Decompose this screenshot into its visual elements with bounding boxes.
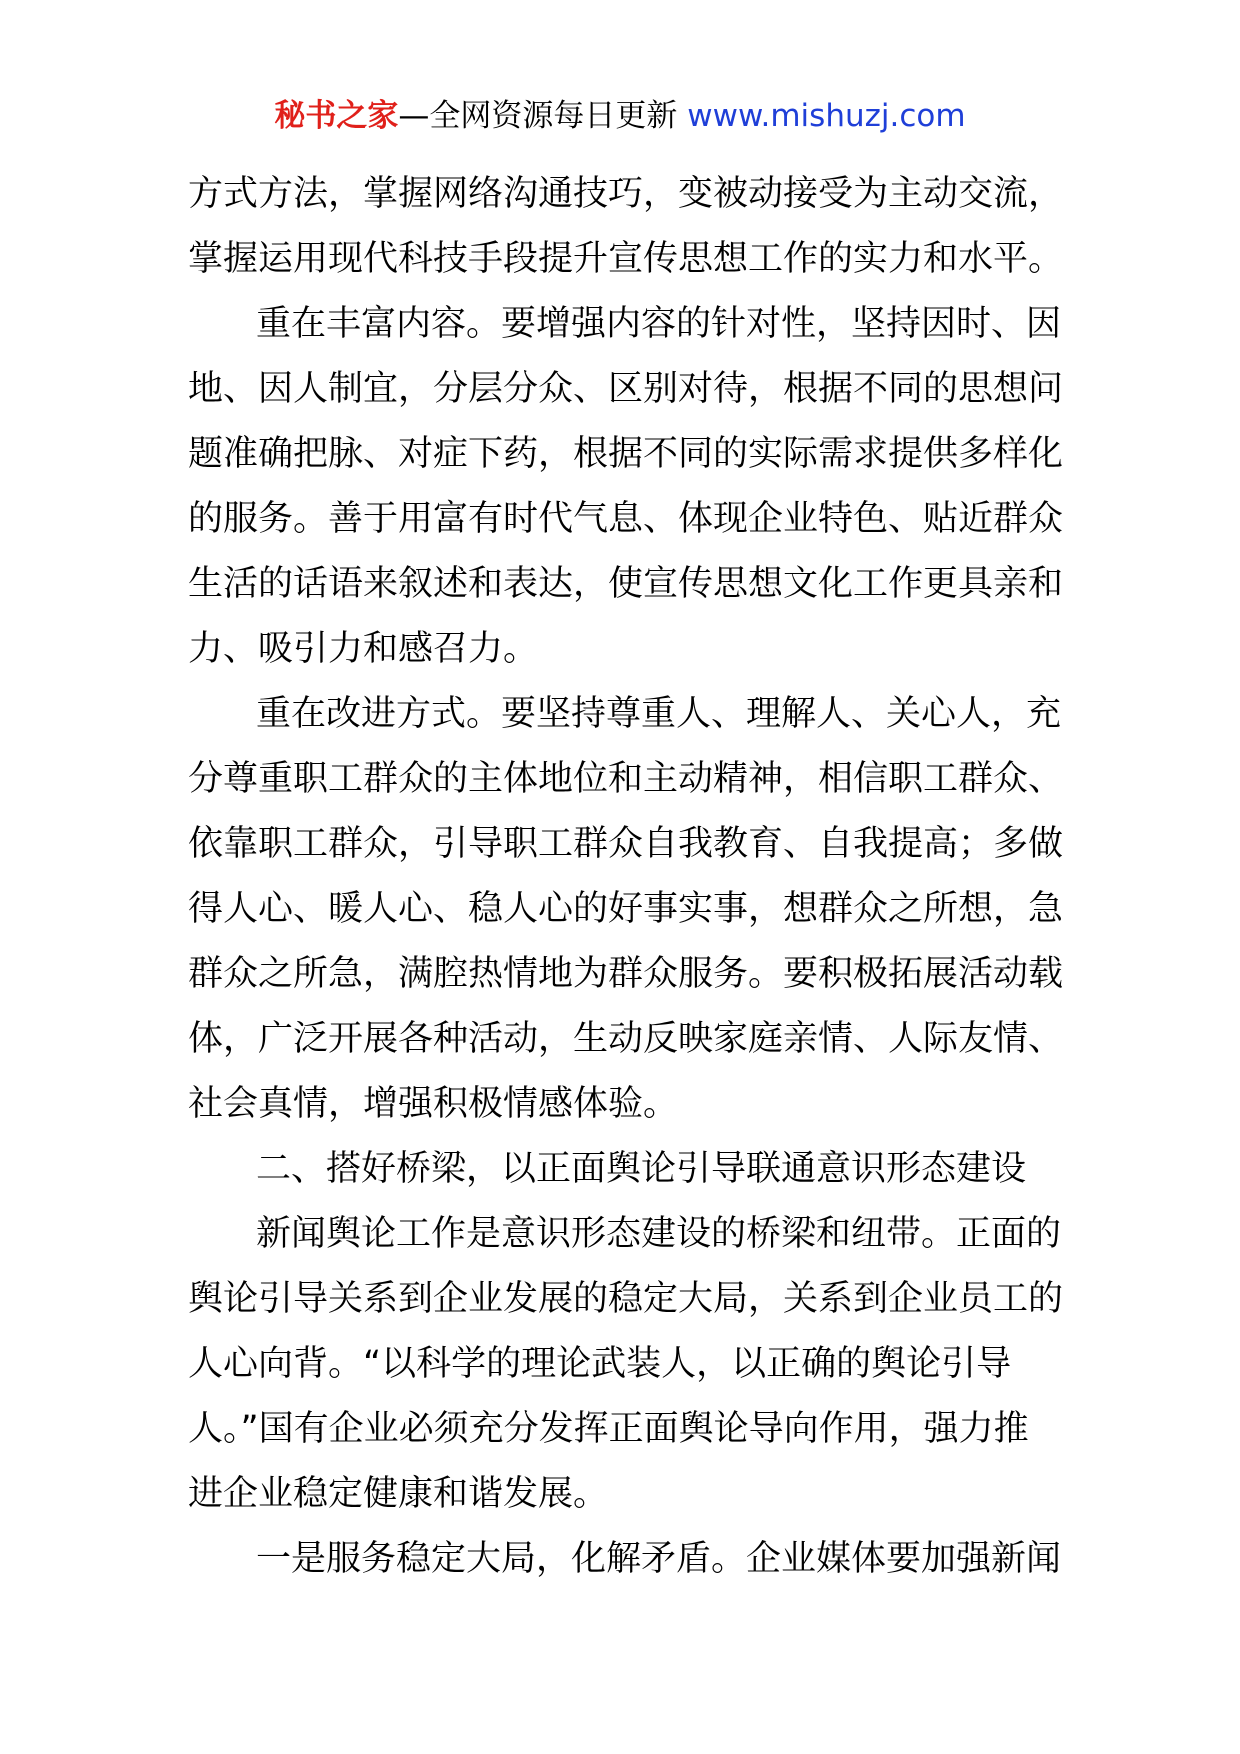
- text-line: 群众之所急，满腔热情地为群众服务。要积极拓展活动载: [188, 954, 1064, 994]
- section-heading: 二、搭好桥梁，以正面舆论引导联通意识形态建设: [256, 1149, 1027, 1189]
- site-tagline: —全网资源每日更新: [398, 98, 688, 134]
- paragraph-start-line: 一是服务稳定大局，化解矛盾。企业媒体要加强新闻: [256, 1539, 1062, 1579]
- text-line: 的服务。善于用富有时代气息、体现企业特色、贴近群众: [188, 499, 1064, 539]
- text-line: 题准确把脉、对症下药，根据不同的实际需求提供多样化: [188, 434, 1064, 474]
- text-line: 得人心、暖人心、稳人心的好事实事，想群众之所想，急: [188, 889, 1064, 929]
- text-line: 地、因人制宜，分层分众、区别对待，根据不同的思想问: [188, 369, 1064, 409]
- paragraph-start-line: 重在改进方式。要坚持尊重人、理解人、关心人，充: [256, 694, 1062, 734]
- text-line: 分尊重职工群众的主体地位和主动精神，相信职工群众、: [188, 759, 1064, 799]
- text-line: 方式方法，掌握网络沟通技巧，变被动接受为主动交流，: [188, 174, 1064, 214]
- site-header: [0, 96, 1240, 136]
- site-url-link[interactable]: www.mishuzj.com: [687, 98, 966, 134]
- text-line: 掌握运用现代科技手段提升宣传思想工作的实力和水平。: [188, 239, 1064, 279]
- text-line: 体，广泛开展各种活动，生动反映家庭亲情、人际友情、: [188, 1019, 1064, 1059]
- text-line: 生活的话语来叙述和表达，使宣传思想文化工作更具亲和: [188, 564, 1064, 604]
- paragraph-start-line: 重在丰富内容。要增强内容的针对性，坚持因时、因: [256, 304, 1062, 344]
- paragraph-start-line: 新闻舆论工作是意识形态建设的桥梁和纽带。正面的: [256, 1214, 1062, 1254]
- text-line: 舆论引导关系到企业发展的稳定大局，关系到企业员工的: [188, 1279, 1064, 1319]
- text-line: 力、吸引力和感召力。: [188, 629, 539, 669]
- text-line: 社会真情，增强积极情感体验。: [188, 1084, 679, 1124]
- site-brand: 秘书之家: [274, 98, 399, 134]
- document-body: [188, 162, 1064, 1592]
- text-line: 依靠职工群众，引导职工群众自我教育、自我提高；多做: [188, 824, 1064, 864]
- text-line: 人心向背。“以科学的理论武装人，以正确的舆论引导: [188, 1344, 1012, 1384]
- text-line: 人。”国有企业必须充分发挥正面舆论导向作用，强力推: [188, 1409, 1029, 1449]
- text-line: 进企业稳定健康和谐发展。: [188, 1474, 609, 1514]
